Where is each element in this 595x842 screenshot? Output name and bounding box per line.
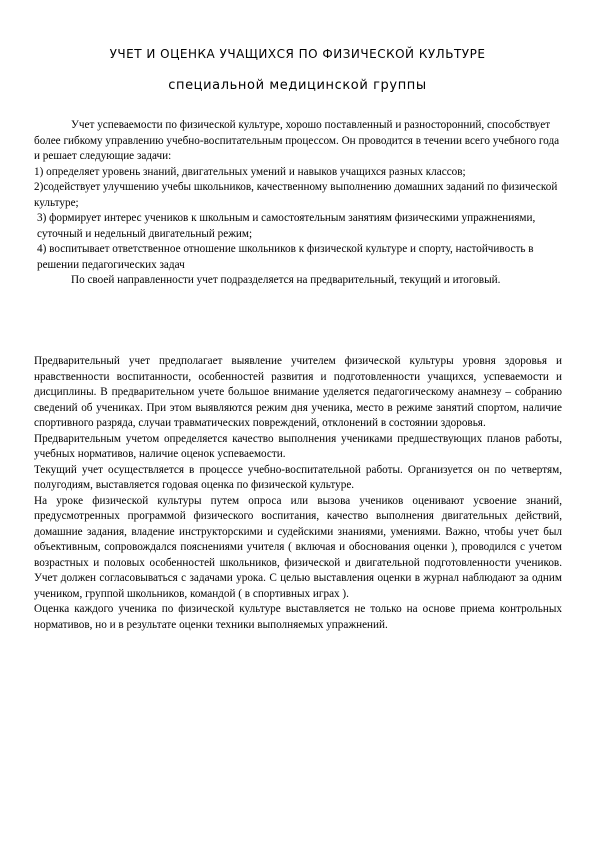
- intro-paragraph: Учет успеваемости по физической культуре, хорошо поставленный и разносторонний, способствует более гибкому управлению учебно-воспитательным процессом. Он проводится в течении всего учебного года и решает следующие задачи:: [34, 119, 560, 162]
- current-accounting-paragraph: Текущий учет осуществляется в процессе учебно-воспитательной работы. Организуется он по четвертям, полугодиям, выставляется годовая оценка по физической культуре.: [34, 463, 562, 491]
- lesson-assessment-paragraph: На уроке физической культуры путем опроса или вызова учеников оценивают усвоение знаний, предусмотренных программой физического воспитания, качество выполнения двигательных действий, домашние задания, владение инструкторскими и судейскими знаниями, умениями. Важно, чтобы учет был объективным, сопровождался пояснениями учителя ( включая и обоснования оценки ), проводился с учетом возрастных и половых особенностей школьников, физической и двигательной подготовленности учеников. Учет должен согласовываться с задачами урока. С целью выставления оценки в журнал наблюдают за одним учеником, группой школьников, командой ( в спортивных играх ).: [34, 494, 562, 600]
- task-item-2: 2)содействует улучшению учебы школьников, качественному выполнению домашних заданий по физической культуре;: [34, 181, 558, 209]
- intro-section: [34, 118, 562, 289]
- page-title: УЧЕТ И ОЦЕНКА УЧАЩИХСЯ ПО ФИЗИЧЕСКОЙ КУЛЬТУРЕ: [109, 47, 486, 61]
- task-item-3: 3) формирует интерес учеников к школьным и самостоятельным занятиям физическими упражнениями, суточный и недельный двигательный режим;: [37, 212, 536, 240]
- classification-paragraph: По своей направленности учет подразделяется на предварительный, текущий и итоговый.: [71, 274, 501, 286]
- main-section: [34, 354, 562, 633]
- task-item-4: 4) воспитывает ответственное отношение школьников к физической культуре и спорту, настойчивость в решении педагогических задач: [37, 243, 534, 271]
- preliminary-accounting-paragraph: Предварительный учет предполагает выявление учителем физической культуры уровня здоровья и нравственности воспитанности, особенностей развития и подготовленности учащихся, успеваемости и дисциплины. В предварительном учете большое внимание уделяется педагогическому анамнезу – собранию сведений об учениках. При этом выявляются режим дня ученика, место в режиме занятий спортом, наличие спортивного разряда, случаи травматических повреждений, отклонений в состоянии здоровья.: [34, 355, 562, 429]
- task-item-1: 1) определяет уровень знаний, двигательных умений и навыков учащихся разных классов;: [34, 165, 466, 178]
- grading-paragraph: Оценка каждого ученика по физической культуре выставляется не только на основе приема контрольных нормативов, но и в результате оценки техники выполняемых упражнений.: [34, 603, 562, 631]
- page-subtitle: специальной медицинской группы: [168, 78, 427, 93]
- preliminary-quality-paragraph: Предварительным учетом определяется качество выполнения учениками предшествующих планов работы, учебных нормативов, наличие оценок успеваемости.: [34, 432, 562, 460]
